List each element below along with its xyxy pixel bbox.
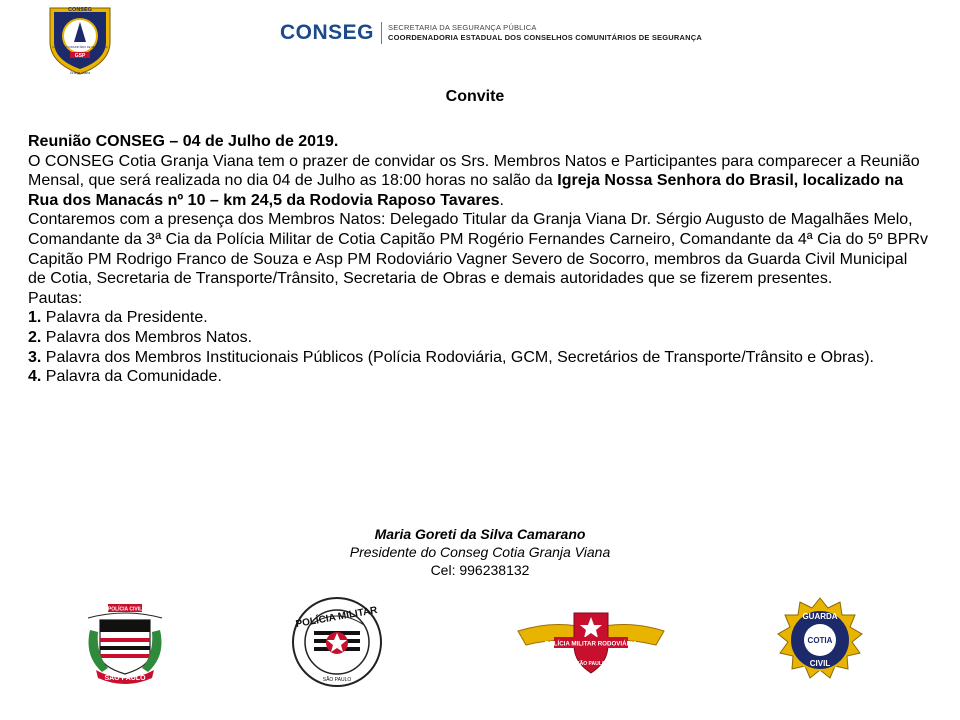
- agenda-label: Pautas:: [28, 289, 83, 307]
- signatory-role: Presidente do Conseg Cotia Granja Viana: [349, 544, 611, 560]
- header-brand: [280, 18, 702, 48]
- document-body: [28, 132, 928, 387]
- crest-bottom-text: GSP: [74, 53, 86, 59]
- conseg-crest-logo: [44, 2, 116, 76]
- presence-paragraph: Contaremos com a presença dos Membros Natos: Delegado Titular da Granja Viana Dr. Sérgio Augusto de Magalhães Melo, Comandante da 3ª Cia da Polícia Militar de Cotia Capitão PM Rogério Fernandes Carneiro, Comandante da 4ª Cia do 5º BPRv Capitão PM Rodrigo Franco de Souza e Asp PM Rodoviário Vagner Severo de Socorro, membros da Guarda Civil Municipal de Cotia, Secretaria de Transporte/Trânsito, Secretaria de Obras e demais autoridades que se fizerem presentes.: [28, 211, 928, 288]
- conseg-wordmark: CONSEG: [280, 21, 375, 44]
- policia-militar-logo: [290, 595, 384, 689]
- agenda-item-number: 2.: [28, 328, 42, 346]
- crest-inner-text: CONSELHO COMUNITÁRIO DE SEGURANÇA: [52, 46, 108, 49]
- agenda-item-number: 3.: [28, 348, 42, 366]
- policia-militar-top-text: POLÍCIA MILITAR: [294, 604, 379, 631]
- agenda-item-text: Palavra dos Membros Institucionais Públicos (Polícia Rodoviária, GCM, Secretários de Transporte/Trânsito e Obras).: [41, 348, 874, 366]
- policia-civil-logo: [82, 590, 168, 686]
- brand-line-secretaria: SECRETARIA DA SEGURANÇA PÚBLICA: [388, 23, 537, 32]
- policia-rodoviaria-band-text: POLÍCIA MILITAR RODOVIÁRIA: [544, 640, 638, 648]
- invitation-end: .: [499, 191, 504, 209]
- agenda-item-text: Palavra da Presidente.: [41, 309, 208, 327]
- agenda-item: [28, 348, 928, 368]
- guarda-bottom-text: CIVIL: [809, 659, 831, 668]
- policia-civil-bottom-text: SÃO PAULO: [104, 675, 146, 682]
- signatory-name: Maria Goreti da Silva Camarano: [374, 526, 586, 542]
- agenda-item-text: Palavra dos Membros Natos.: [41, 328, 253, 346]
- signatory-phone: Cel: 996238132: [430, 562, 530, 578]
- invitation-location: Igreja Nossa Senhora do Brasil, localizado na Rua dos Manacás nº 10 – km 24,5 da Rodovia Raposo Tavares: [28, 172, 904, 209]
- policia-rodoviaria-logo: [516, 605, 666, 681]
- guarda-top-text: GUARDA: [802, 612, 838, 621]
- brand-line-coordenadoria: COORDENADORIA ESTADUAL DOS CONSELHOS COMUNITÁRIOS DE SEGURANÇA: [388, 33, 702, 42]
- signature-block: [0, 525, 960, 579]
- invitation-paragraph: [28, 152, 928, 211]
- guarda-center-text: COTIA: [807, 636, 833, 645]
- crest-top-text: CONSEG: [68, 7, 92, 13]
- agenda-item: [28, 367, 928, 387]
- crest-ribbon-text: Granja Viana: [69, 71, 91, 75]
- brand-divider: [381, 22, 382, 44]
- invitation-text: O CONSEG Cotia Granja Viana tem o prazer de convidar os Srs. Membros Natos e Participantes para comparecer a Reunião Mensal, que será realizada no dia 04 de Julho as 18:00 horas no salão da: [28, 152, 920, 190]
- agenda-item: [28, 308, 928, 328]
- agenda-item-text: Palavra da Comunidade.: [41, 368, 222, 386]
- agenda-item: [28, 328, 928, 348]
- agenda-item-number: 1.: [28, 309, 42, 327]
- document-title: Convite: [445, 88, 505, 105]
- policia-militar-bottom-text: SÃO PAULO: [322, 677, 352, 683]
- meeting-heading: Reunião CONSEG – 04 de Julho de 2019.: [28, 133, 339, 150]
- policia-rodoviaria-bottom-text: SÃO PAULO: [576, 661, 606, 667]
- guarda-civil-logo: [776, 596, 864, 684]
- brand-subtitle: [388, 23, 702, 43]
- agenda-item-number: 4.: [28, 368, 42, 386]
- policia-civil-top-text: POLÍCIA CIVIL: [107, 606, 143, 613]
